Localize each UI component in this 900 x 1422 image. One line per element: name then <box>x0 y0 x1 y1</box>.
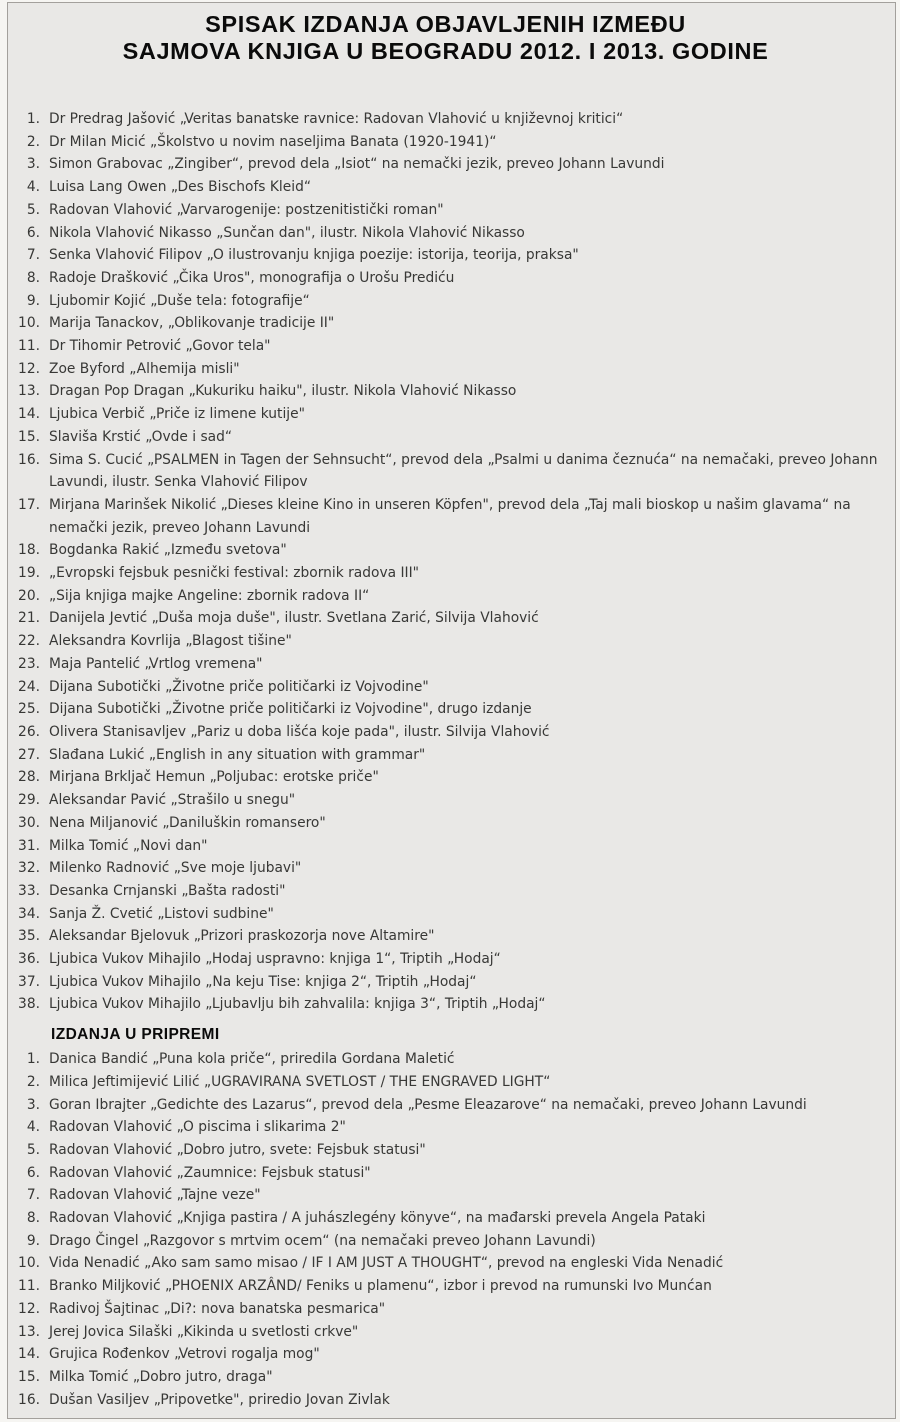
list-item <box>10 403 881 426</box>
in-preparation-books-list <box>10 1048 881 1411</box>
item-text: Radovan Vlahović „Dobro jutro, svete: Fejsbuk statusi" <box>49 1141 426 1158</box>
list-item <box>10 290 881 313</box>
item-text: Olivera Stanisavljev „Pariz u doba lišća koje pada", ilustr. Silvija Vlahović <box>49 723 550 740</box>
item-text: Luisa Lang Owen „Des Bischofs Kleid“ <box>49 179 311 196</box>
item-text: Maja Pantelić „Vrtlog vremena" <box>49 655 263 672</box>
item-text: Slađana Lukić „English in any situation with grammar" <box>49 746 426 763</box>
in-preparation-heading: IZDANJA U PRIPREMI <box>51 1026 220 1044</box>
list-item <box>10 1275 881 1298</box>
item-text: Radovan Vlahović „Varvarogenije: postzenitistički roman" <box>49 201 444 218</box>
list-item <box>10 1389 881 1412</box>
list-item <box>10 426 881 449</box>
item-text: Jerej Jovica Silaški „Kikinda u svetlosti crkve" <box>49 1323 359 1340</box>
item-text: Senka Vlahović Filipov „O ilustrovanju knjiga poezije: istorija, teorija, praksa" <box>49 247 579 264</box>
item-number: 20. <box>18 587 40 604</box>
item-text: Milica Jeftimijević Lilić „UGRAVIRANA SVETLOST / THE ENGRAVED LIGHT“ <box>49 1073 551 1090</box>
list-item <box>10 1162 881 1185</box>
item-number: 13. <box>18 1323 40 1340</box>
list-item <box>10 358 881 381</box>
list-item <box>10 925 881 948</box>
item-number: 13. <box>18 383 40 400</box>
item-text: Radovan Vlahović „Tajne veze" <box>49 1187 261 1204</box>
item-number: 8. <box>26 1210 40 1227</box>
list-item <box>10 585 881 608</box>
list-item <box>10 971 881 994</box>
list-item <box>10 812 881 835</box>
item-text: Milka Tomić „Dobro jutro, draga" <box>49 1368 273 1385</box>
list-item <box>10 630 881 653</box>
list-item <box>10 562 881 585</box>
item-number: 21. <box>18 610 40 627</box>
item-text: Slaviša Krstić „Ovde i sad“ <box>49 428 233 445</box>
list-item <box>10 1321 881 1344</box>
list-item <box>10 1184 881 1207</box>
item-number: 8. <box>26 269 40 286</box>
item-text: Aleksandar Bjelovuk „Prizori praskozorja nove Altamire" <box>49 928 435 945</box>
list-item <box>10 1298 881 1321</box>
item-number: 31. <box>18 837 40 854</box>
item-number: 5. <box>26 1141 40 1158</box>
item-number: 11. <box>18 338 40 355</box>
list-item <box>10 1071 881 1094</box>
item-number: 25. <box>18 701 40 718</box>
item-number: 1. <box>26 1051 40 1068</box>
list-item <box>10 449 881 494</box>
item-number: 16. <box>18 451 40 468</box>
item-text: Dr Tihomir Petrović „Govor tela" <box>49 338 271 355</box>
item-number: 5. <box>26 201 40 218</box>
item-number: 15. <box>18 428 40 445</box>
list-item <box>10 903 881 926</box>
list-item <box>10 108 881 131</box>
item-number: 28. <box>18 769 40 786</box>
item-text: Ljubica Vukov Mihajilo „Ljubavlju bih zahvalila: knjiga 3“, Triptih „Hodaj“ <box>49 996 546 1013</box>
list-item <box>10 721 881 744</box>
list-item <box>10 494 881 539</box>
item-number: 34. <box>18 905 40 922</box>
list-item <box>10 698 881 721</box>
item-number: 6. <box>26 1164 40 1181</box>
list-item <box>10 539 881 562</box>
item-number: 11. <box>18 1278 40 1295</box>
item-number: 22. <box>18 633 40 650</box>
item-number: 3. <box>26 156 40 173</box>
item-number: 10. <box>18 1255 40 1272</box>
item-number: 10. <box>18 315 40 332</box>
item-text: Aleksandra Kovrlija „Blagost tišine" <box>49 633 292 650</box>
list-item <box>10 1139 881 1162</box>
list-item <box>10 222 881 245</box>
list-item <box>10 244 881 267</box>
item-number: 29. <box>18 792 40 809</box>
item-text: Desanka Crnjanski „Bašta radosti" <box>49 882 286 899</box>
item-text: Grujica Rođenkov „Vetrovi rogalja mog" <box>49 1346 320 1363</box>
item-text: Ljubica Vukov Mihajilo „Hodaj uspravno: knjiga 1“, Triptih „Hodaj“ <box>49 951 501 968</box>
list-item <box>10 380 881 403</box>
item-text: Vida Nenadić „Ako sam samo misao / IF I AM JUST A THOUGHT“, prevod na engleski Vida Nenadić <box>49 1255 724 1272</box>
item-number: 12. <box>18 1300 40 1317</box>
item-text: Mirjana Marinšek Nikolić „Dieses kleine Kino in unseren Köpfen", prevod dela „Taj mali bioskop u našim glavama“ na nemački jezik, preveo Johann Lavundi <box>49 496 851 536</box>
list-item <box>10 131 881 154</box>
item-text: Zoe Byford „Alhemija misli" <box>49 360 240 377</box>
item-number: 32. <box>18 860 40 877</box>
item-number: 9. <box>26 1232 40 1249</box>
page-title-line-2: SAJMOVA KNJIGA U BEOGRADU 2012. I 2013. GODINE <box>122 37 769 64</box>
item-text: Simon Grabovac „Zingiber“, prevod dela „Isiot“ na nemački jezik, preveo Johann Lavundi <box>49 156 665 173</box>
item-text: Mirjana Brkljač Hemun „Poljubac: erotske priče" <box>49 769 379 786</box>
item-number: 4. <box>26 179 40 196</box>
list-item <box>10 766 881 789</box>
item-text: Dijana Subotički „Životne priče političarki iz Vojvodine" <box>49 678 429 695</box>
item-number: 38. <box>18 996 40 1013</box>
item-number: 15. <box>18 1368 40 1385</box>
item-text: Dragan Pop Dragan „Kukuriku haiku", ilustr. Nikola Vlahović Nikasso <box>49 383 517 400</box>
list-item <box>10 835 881 858</box>
list-item <box>10 857 881 880</box>
item-text: Nikola Vlahović Nikasso „Sunčan dan", ilustr. Nikola Vlahović Nikasso <box>49 224 525 241</box>
item-text: Radoje Drašković „Čika Uros", monografija o Urošu Prediću <box>49 269 455 286</box>
list-item <box>10 1343 881 1366</box>
item-number: 14. <box>18 406 40 423</box>
item-text: Milenko Radnović „Sve moje ljubavi" <box>49 860 302 877</box>
item-text: Goran Ibrajter „Gedichte des Lazarus“, prevod dela „Pesme Eleazarove“ na nemačaki, preveo Johann Lavundi <box>49 1096 807 1113</box>
item-number: 30. <box>18 814 40 831</box>
page-title <box>10 11 881 64</box>
list-item <box>10 312 881 335</box>
item-text: Milka Tomić „Novi dan" <box>49 837 208 854</box>
item-number: 6. <box>26 224 40 241</box>
list-item <box>10 789 881 812</box>
item-text: Marija Tanackov, „Oblikovanje tradicije II" <box>49 315 335 332</box>
item-number: 35. <box>18 928 40 945</box>
item-number: 36. <box>18 951 40 968</box>
item-number: 7. <box>26 247 40 264</box>
item-text: Aleksandar Pavić „Strašilo u snegu" <box>49 792 296 809</box>
list-item <box>10 1366 881 1389</box>
item-number: 19. <box>18 565 40 582</box>
item-text: Dr Milan Micić „Školstvo u novim naseljima Banata (1920-1941)“ <box>49 133 497 150</box>
item-number: 14. <box>18 1346 40 1363</box>
list-item <box>10 267 881 290</box>
list-item <box>10 335 881 358</box>
item-text: „Sija knjiga majke Angeline: zbornik radova II“ <box>49 587 370 604</box>
item-number: 23. <box>18 655 40 672</box>
list-item <box>10 1094 881 1117</box>
document-page <box>7 2 896 1419</box>
item-text: „Evropski fejsbuk pesnički festival: zbornik radova III" <box>49 565 420 582</box>
item-number: 33. <box>18 882 40 899</box>
item-number: 4. <box>26 1119 40 1136</box>
list-item <box>10 744 881 767</box>
item-number: 26. <box>18 723 40 740</box>
item-text: Radovan Vlahović „O piscima i slikarima 2" <box>49 1119 346 1136</box>
item-number: 2. <box>26 1073 40 1090</box>
published-books-list <box>10 108 881 1016</box>
item-number: 24. <box>18 678 40 695</box>
list-item <box>10 1252 881 1275</box>
list-item <box>10 176 881 199</box>
item-text: Dr Predrag Jašović „Veritas banatske ravnice: Radovan Vlahović u književnoj kritici“ <box>49 111 624 127</box>
item-text: Ljubica Verbič „Priče iz limene kutije" <box>49 406 305 423</box>
item-text: Danijela Jevtić „Duša moja duše", ilustr. Svetlana Zarić, Silvija Vlahović <box>49 610 539 627</box>
item-text: Dijana Subotički „Životne priče političarki iz Vojvodine", drugo izdanje <box>49 701 532 718</box>
list-item <box>10 1048 881 1071</box>
item-number: 37. <box>18 973 40 990</box>
list-item <box>10 993 881 1016</box>
list-item <box>10 199 881 222</box>
item-number: 17. <box>18 496 40 513</box>
item-text: Radovan Vlahović „Zaumnice: Fejsbuk statusi" <box>49 1164 371 1181</box>
item-text: Radivoj Šajtinac „Di?: nova banatska pesmarica" <box>49 1300 386 1317</box>
item-number: 9. <box>26 292 40 309</box>
list-item <box>10 676 881 699</box>
item-number: 1. <box>26 111 40 127</box>
list-item <box>10 948 881 971</box>
list-item <box>10 1116 881 1139</box>
item-number: 7. <box>26 1187 40 1204</box>
item-number: 18. <box>18 542 40 559</box>
item-number: 2. <box>26 133 40 150</box>
list-item <box>10 607 881 630</box>
item-text: Bogdanka Rakić „Između svetova" <box>49 542 287 559</box>
item-text: Ljubomir Kojić „Duše tela: fotografije“ <box>49 292 310 309</box>
item-text: Branko Miljković „PHOENIX ARZÂND/ Feniks u plamenu“, izbor i prevod na rumunski Ivo Munćan <box>49 1278 712 1295</box>
item-text: Dušan Vasiljev „Pripovetke", priredio Jovan Zivlak <box>49 1391 390 1408</box>
item-text: Sima S. Cucić „PSALMEN in Tagen der Sehnsucht“, prevod dela „Psalmi u danima čeznuća“ na nemačaki, preveo Johann Lavundi, ilustr. Senka Vlahović Filipov <box>49 451 878 491</box>
item-text: Ljubica Vukov Mihajilo „Na keju Tise: knjiga 2“, Triptih „Hodaj“ <box>49 973 477 990</box>
list-item <box>10 653 881 676</box>
page-title-line-1: SPISAK IZDANJA OBJAVLJENIH IZMEĐU <box>205 11 686 37</box>
item-text: Sanja Ž. Cvetić „Listovi sudbine" <box>49 905 274 922</box>
list-item <box>10 880 881 903</box>
item-number: 3. <box>26 1096 40 1113</box>
list-item <box>10 153 881 176</box>
item-number: 16. <box>18 1391 40 1408</box>
item-text: Danica Bandić „Puna kola priče“, priredila Gordana Maletić <box>49 1051 455 1068</box>
item-number: 27. <box>18 746 40 763</box>
list-item <box>10 1207 881 1230</box>
item-text: Drago Čingel „Razgovor s mrtvim ocem“ (na nemačaki preveo Johann Lavundi) <box>49 1232 596 1249</box>
item-text: Nena Miljanović „Daniluškin romansero" <box>49 814 326 831</box>
item-number: 12. <box>18 360 40 377</box>
list-item <box>10 1230 881 1253</box>
item-text: Radovan Vlahović „Knjiga pastira / A juhászlegény könyve“, na mađarski prevela Angela Pataki <box>49 1210 706 1227</box>
